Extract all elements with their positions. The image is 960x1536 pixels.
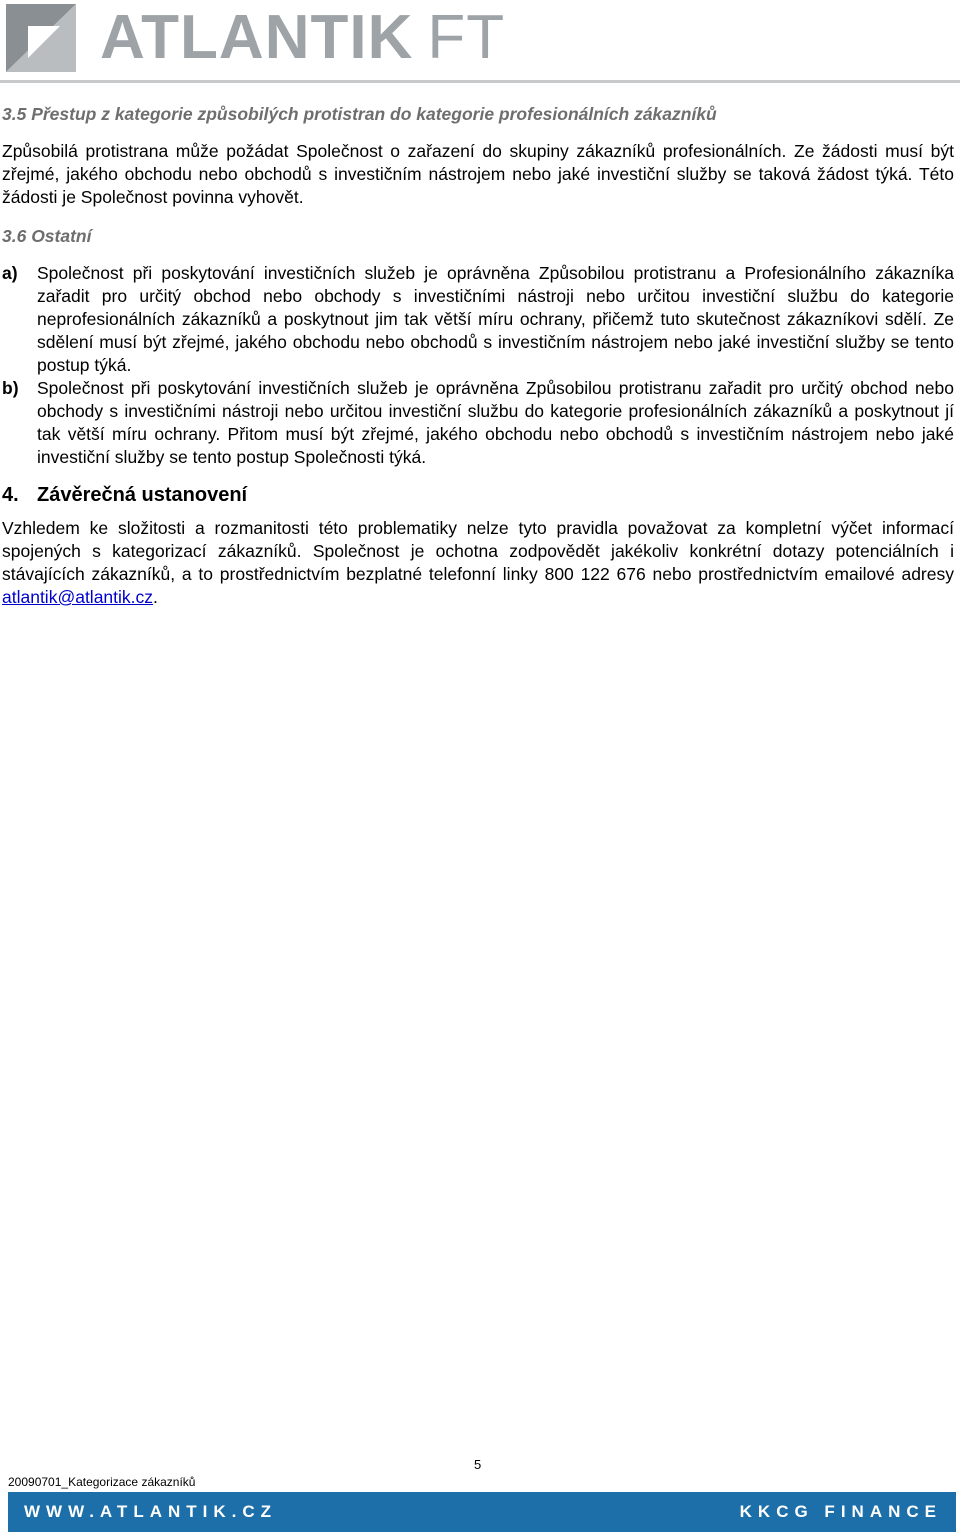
footer-bar [8, 1492, 956, 1532]
page-number: 5 [474, 1457, 482, 1472]
section-4-title: Závěrečná ustanovení [37, 484, 248, 506]
section-3-6-title: 3.6 Ostatní [2, 226, 92, 246]
footer-group-name: KKCG FINANCE [739, 1502, 942, 1521]
section-3-5-body: Způsobilá protistrana může požádat Společnost o zařazení do skupiny zákazníků profesionálních. Ze žádosti musí být zřejmé, jakého obchodu nebo obchodů s investičním nástrojem nebo jaké investiční služby se taková žádost týká. Této žádosti je Společnost povinna vyhovět. [2, 141, 954, 207]
footer-website-link[interactable]: WWW.ATLANTIK.CZ [24, 1502, 278, 1521]
list-item [2, 377, 954, 469]
logo-mark-icon [6, 4, 76, 72]
email-link[interactable]: atlantik@atlantik.cz [2, 587, 154, 607]
list-item-label: b) [2, 378, 19, 398]
section-3-5-title: 3.5 Přestup z kategorie způsobilých protistran do kategorie profesionálních zákazníků [2, 104, 717, 124]
document-body [2, 103, 954, 609]
section-4-heading [2, 484, 954, 507]
section-3-6-list [2, 262, 954, 469]
section-4-body: Vzhledem ke složitosti a rozmanitosti této problematiky nelze tyto pravidla považovat za kompletní výčet informací spojených s kategorizací zákazníků. Společnost je ochotna zodpovědět jakékoliv konkrétní dotazy potenciálních i stávajících zákazníků, a to prostřednictvím bezplatné telefonní linky 800 122 676 nebo prostřednictvím emailové adresy atlantik@atlantik.cz. [2, 518, 954, 607]
section-4-number: 4. [2, 484, 19, 506]
list-item-text: Společnost při poskytování investičních služeb je oprávněna Způsobilou protistranu a Profesionálního zákazníka zařadit pro určitý obchod nebo obchody s investičními nástroji nebo určitou investiční službu do kategorie neprofesionálních zákazníků a poskytnout jim tak větší míru ochrany, přičemž tuto skutečnost zákazníkovi sdělí. Ze sdělení musí být zřejmé, jakého obchodu nebo obchodů s investičním nástrojem nebo jaké investiční služby se tento postup týká. [37, 263, 954, 375]
logo-wordmark: ATLANTIK FT [100, 3, 506, 72]
list-item-text: Společnost při poskytování investičních služeb je oprávněna Způsobilou protistranu zařadit pro určitý obchod nebo obchody s investičními nástroji nebo určitou investiční službu do kategorie profesionálních zákazníků a poskytnout jí tak větší míru ochrany. Přitom musí být zřejmé, jakého obchodu nebo obchodů s investičním nástrojem nebo jaké investiční služby se tento postup Společnosti týká. [37, 378, 954, 467]
list-item [2, 262, 954, 377]
header-rule [0, 80, 960, 83]
company-logo [6, 4, 505, 72]
document-id: 20090701_Kategorizace zákazníků [8, 1475, 196, 1489]
list-item-label: a) [2, 263, 18, 283]
